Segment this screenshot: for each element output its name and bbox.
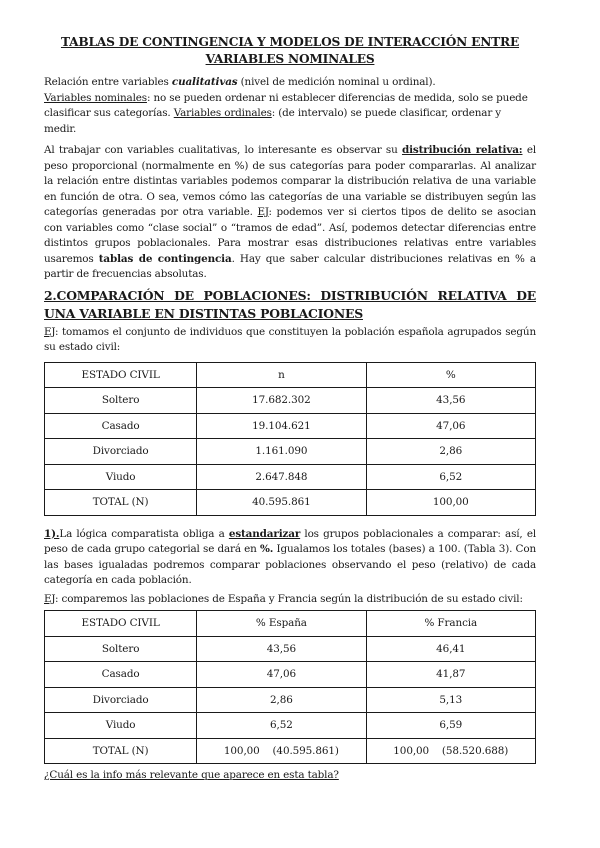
header-cell: %	[366, 362, 535, 388]
table-row	[45, 439, 536, 465]
table-row	[45, 713, 536, 739]
table-cell: Viudo	[45, 713, 197, 739]
term-estandarizar: estandarizar	[228, 527, 301, 540]
point-1-example	[44, 592, 536, 608]
intro-paragraph-3	[44, 143, 536, 283]
table-cell: 19.104.621	[197, 413, 366, 439]
header-cell: % España	[197, 611, 366, 637]
table-header-row	[45, 611, 536, 637]
intro-text: . Hay que saber calcular distribuciones relativas en % a partir de frecuencias absolutas.	[44, 252, 536, 280]
table-row	[45, 687, 536, 713]
table-cell: 2,86	[197, 687, 366, 713]
table-cell: 2.647.848	[197, 464, 366, 490]
point-number: 1).	[44, 527, 60, 540]
table-cell: 46,41	[366, 636, 535, 662]
header-cell: ESTADO CIVIL	[45, 611, 197, 637]
term-cualitativas: cualitativas	[171, 76, 238, 88]
table-cell: 17.682.302	[197, 388, 366, 414]
table-cell: Casado	[45, 662, 197, 688]
intro-text: el peso proporcional (normalmente en %) de sus categorías para poder compararlas. Al analizar la relación entre distintas variables podemos comparar la distribución relativa de una variable en función de otra. O sea, vemos cómo las categorías de una variable se distribuyen según las categorías generadas por otra variable.	[44, 144, 536, 218]
ej-label: EJ	[257, 206, 269, 218]
table-cell: Viudo	[45, 464, 197, 490]
table-cell: 2,86	[366, 439, 535, 465]
table-header-row	[45, 362, 536, 388]
table-cell: 6,52	[197, 713, 366, 739]
table-cell: TOTAL (N)	[45, 738, 197, 764]
term-tablas-contingencia: tablas de contingencia	[98, 252, 232, 265]
table-row-total	[45, 738, 536, 764]
table-espana-francia	[44, 610, 536, 764]
table-cell: TOTAL (N)	[45, 490, 197, 516]
point-1-paragraph	[44, 527, 536, 589]
table-cell: 100,00 (58.520.688)	[366, 738, 535, 764]
table-cell: 47,06	[366, 413, 535, 439]
table-cell: 6,52	[366, 464, 535, 490]
intro-text: Relación entre variables	[44, 76, 172, 88]
ej-label: EJ	[44, 325, 56, 338]
table-row	[45, 662, 536, 688]
table-cell: 100,00	[366, 490, 535, 516]
point-text: los grupos poblacionales a comparar: así, el peso de cada grupo categorial se dará en	[44, 527, 536, 555]
intro-text: (nivel de medición nominal u ordinal).	[237, 76, 436, 88]
table-row	[45, 388, 536, 414]
header-cell: ESTADO CIVIL	[45, 362, 197, 388]
table-row	[45, 636, 536, 662]
table-cell: 47,06	[197, 662, 366, 688]
term-distribucion-relativa: distribución relativa:	[401, 144, 523, 156]
table-cell: 40.595.861	[197, 490, 366, 516]
intro-paragraph-2	[44, 91, 536, 138]
intro-paragraph-1	[44, 75, 536, 91]
table-cell: Divorciado	[45, 439, 197, 465]
section-2-heading: 2.COMPARACIÓN DE POBLACIONES: DISTRIBUCIÓN RELATIVA DE UNA VARIABLE EN DISTINTAS POBLACIONES	[44, 287, 536, 321]
table-cell: Divorciado	[45, 687, 197, 713]
term-variables-ordinales: Variables ordinales	[173, 107, 272, 119]
closing-question: ¿Cuál es la info más relevante que aparece en esta tabla?	[44, 769, 339, 781]
header-cell: % Francia	[366, 611, 535, 637]
intro-text: : (de intervalo) se puede clasificar, ordenar y medir.	[44, 107, 502, 135]
term-percent: %.	[260, 543, 274, 555]
example-text: : comparemos las poblaciones de España y Francia según la distribución de su estado civil:	[55, 592, 523, 605]
intro-text: : no se pueden ordenar ni establecer diferencias de medida, solo se puede clasificar sus categorías.	[44, 91, 528, 119]
table-cell: 100,00 (40.595.861)	[197, 738, 366, 764]
intro-text: : podemos ver si ciertos tipos de delito se asocian con variables como “clase social” o “tramos de edad”. Así, podemos detectar diferencias entre distintos grupos poblacionales. Para mostrar esas distribuciones relativas entre variables usaremos	[44, 206, 536, 265]
term-variables-nominales: Variables nominales	[44, 91, 147, 104]
table-cell: 6,59	[366, 713, 535, 739]
table-estado-civil-espana	[44, 362, 536, 516]
table-cell: 43,56	[197, 636, 366, 662]
table-cell: Casado	[45, 413, 197, 439]
table-row-total	[45, 490, 536, 516]
example-text: : tomamos el conjunto de individuos que constituyen la población española agrupados según su estado civil:	[44, 325, 536, 353]
document-page	[44, 34, 536, 784]
point-text: Igualamos los totales (bases) a 100. (Tabla 3). Con las bases igualadas podremos comparar poblaciones observando el peso (relativo) de cada categoría en cada población.	[44, 543, 536, 586]
table-cell: Soltero	[45, 636, 197, 662]
table-cell: 41,87	[366, 662, 535, 688]
table-cell: 5,13	[366, 687, 535, 713]
table-cell: Soltero	[45, 388, 197, 414]
table-cell: 43,56	[366, 388, 535, 414]
table-row	[45, 464, 536, 490]
header-cell: n	[197, 362, 366, 388]
point-text: La lógica comparatista obliga a	[59, 527, 229, 540]
table-row	[45, 413, 536, 439]
title-line-1: TABLAS DE CONTINGENCIA Y MODELOS DE INTERACCIÓN ENTRE	[60, 35, 520, 49]
intro-text: Al trabajar con variables cualitativas, lo interesante es observar su	[44, 144, 402, 156]
ej-label: EJ	[44, 592, 56, 605]
title-line-2: VARIABLES NOMINALES	[205, 52, 375, 66]
table-cell: 1.161.090	[197, 439, 366, 465]
section-2-example	[44, 325, 536, 356]
page-title	[44, 34, 536, 68]
